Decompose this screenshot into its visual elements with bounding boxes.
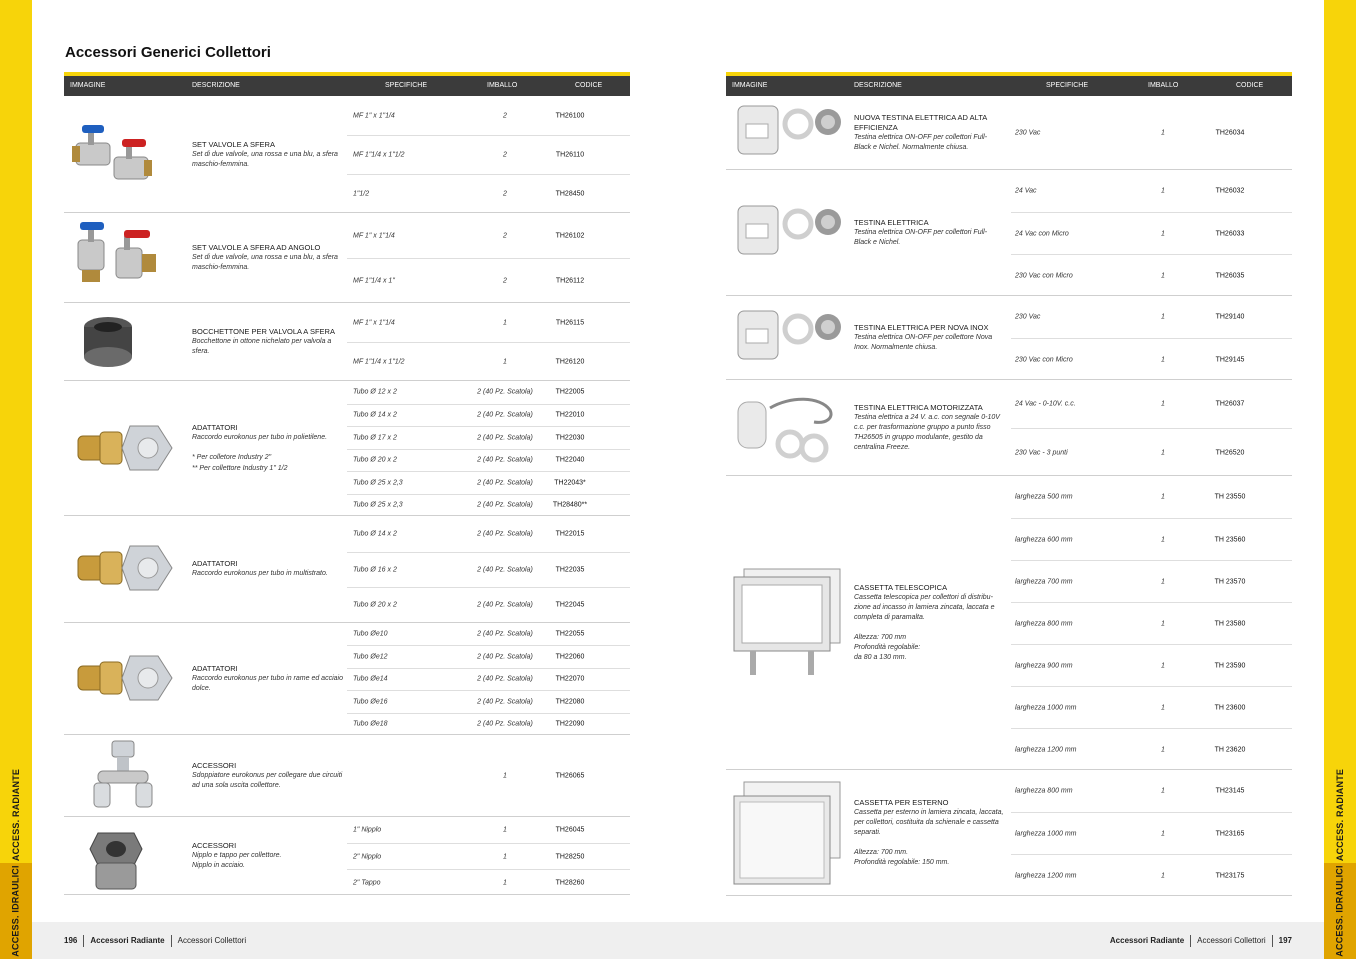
header-descrizione: DESCRIZIONE: [854, 82, 902, 89]
header-specifiche: SPECIFICHE: [385, 82, 428, 89]
codice-cell: TH26037: [1215, 400, 1245, 408]
spec-cell: 2" Tappo: [353, 879, 381, 886]
product-title: ADATTATORI: [192, 423, 238, 432]
codice-cell: TH26110: [555, 151, 585, 159]
table-row: [1011, 560, 1292, 602]
imballo-cell: 1: [1161, 620, 1165, 627]
product-text: Testina elettrica ON-OFF per collettori Full-Black e Nichel.: [854, 229, 988, 247]
imballo-cell: 2: [503, 277, 507, 285]
codice-cell: TH22015: [555, 530, 585, 538]
imballo-cell: 2: [503, 112, 507, 119]
spec-cell: MF 1" x 1"1/4: [353, 319, 395, 326]
codice-cell: TH26120: [555, 358, 585, 366]
spec-cell: Tubo Øe16: [353, 698, 388, 706]
table-header: [726, 76, 1292, 96]
spec-cell: 230 Vac con Micro: [1015, 272, 1073, 279]
codice-cell: TH22060: [555, 653, 585, 661]
spec-cell: 24 Vac con Micro: [1015, 230, 1069, 237]
spec-cell: Tubo Ø 17 x 2: [353, 434, 397, 442]
spec-cell: MF 1"1/4 x 1"1/2: [353, 358, 405, 366]
product-group: [726, 770, 1292, 896]
codice-cell: TH22080: [555, 698, 585, 706]
codice-cell: TH 23570: [1214, 578, 1246, 585]
codice-cell: TH22030: [555, 434, 585, 442]
external-box-icon: [730, 778, 840, 893]
product-description: [192, 140, 344, 170]
electric-actuator-icon: [730, 303, 840, 378]
product-group: [64, 516, 630, 623]
imballo-cell: 1: [1161, 230, 1165, 237]
page-number: 196: [64, 936, 78, 945]
codice-cell: TH28450: [555, 190, 585, 198]
product-group: [726, 96, 1292, 170]
adapter-fitting-icon: [68, 534, 178, 609]
codice-cell: TH26034: [1215, 129, 1245, 137]
table-row: [347, 96, 630, 135]
codice-cell: TH22035: [555, 566, 585, 574]
table-row: [347, 258, 630, 303]
product-description: [192, 243, 344, 273]
table-row: [1011, 170, 1292, 212]
footer-section: Accessori Radiante: [1109, 936, 1185, 945]
header-descrizione: DESCRIZIONE: [192, 82, 240, 89]
codice-cell: TH22055: [555, 630, 585, 638]
header-codice: CODICE: [575, 82, 603, 89]
table-row: [347, 843, 630, 869]
electric-actuator-icon: [730, 198, 840, 273]
imballo-cell: 2 (40 Pz. Scatola): [477, 675, 533, 683]
imballo-cell: 1: [1161, 272, 1165, 279]
union-fitting-icon: [68, 307, 178, 382]
spec-cell: larghezza 800 mm: [1015, 787, 1073, 795]
spec-cell: MF 1"1/4 x 1": [353, 277, 395, 285]
codice-cell: TH26065: [555, 772, 585, 780]
codice-cell: TH22045: [555, 601, 585, 609]
table-row: [347, 174, 630, 213]
spec-cell: larghezza 1200 mm: [1015, 872, 1077, 879]
table-row: [1011, 380, 1292, 428]
imballo-cell: 2 (40 Pz. Scatola): [477, 566, 533, 574]
product-description: [854, 403, 1004, 454]
product-title: CASSETTA PER ESTERNO: [854, 797, 949, 807]
splitter-fitting-icon: [68, 737, 178, 822]
codice-cell: TH22005: [555, 388, 585, 396]
product-title: SET VALVOLE A SFERA AD ANGOLO: [192, 243, 321, 252]
product-description: [854, 218, 1004, 248]
spec-cell: 24 Vac: [1015, 187, 1037, 195]
product-description: [192, 664, 344, 694]
imballo-cell: 2 (40 Pz. Scatola): [477, 601, 533, 609]
codice-cell: TH28480**: [552, 501, 588, 509]
table-row: [1011, 644, 1292, 686]
imballo-cell: 2 (40 Pz. Scatola): [477, 720, 533, 728]
imballo-cell: 1: [1161, 578, 1165, 585]
table-row: [347, 817, 630, 843]
codice-cell: TH26035: [1215, 272, 1245, 279]
table-row: [1011, 770, 1292, 812]
product-description: [192, 423, 344, 474]
product-text: Nipplo e tappo per collettore. Nipplo in acciaio.: [192, 852, 282, 870]
product-group: [64, 735, 630, 817]
table-row: [347, 623, 630, 646]
codice-cell: TH26115: [555, 319, 585, 326]
product-text: Cassetta telescopica per collettori di distribu-zione ad incasso in lamiera zincata, laccata e completa di paramalta. Altezza: 700 mm Profondità regolabile: da 80 a 130 mm.: [854, 593, 995, 662]
codice-cell: TH29145: [1215, 356, 1245, 363]
product-text: Raccordo eurokonus per tubo in multistrato.: [192, 570, 328, 578]
imballo-cell: 1: [503, 853, 507, 860]
codice-cell: TH26102: [555, 232, 585, 239]
imballo-cell: 1: [1161, 187, 1165, 195]
spec-cell: larghezza 900 mm: [1015, 662, 1073, 669]
spec-cell: larghezza 600 mm: [1015, 536, 1073, 543]
footer-separator: [171, 935, 172, 947]
right-product-table: [726, 72, 1292, 896]
codice-cell: TH26032: [1215, 187, 1245, 195]
right-side-bar: [1324, 0, 1356, 959]
codice-cell: TH26033: [1215, 230, 1245, 237]
spec-cell: Tubo Ø 20 x 2: [353, 601, 397, 609]
table-row: [347, 668, 630, 691]
codice-cell: TH 23560: [1214, 536, 1246, 543]
product-group: [726, 476, 1292, 770]
table-row: [1011, 296, 1292, 338]
ball-valve-set-icon: [68, 115, 178, 200]
table-row: [1011, 602, 1292, 644]
spec-cell: Tubo Øe18: [353, 720, 388, 728]
spec-cell: Tubo Øe14: [353, 675, 388, 683]
table-row: [347, 381, 630, 404]
spec-cell: Tubo Ø 14 x 2: [353, 411, 397, 419]
header-immagine: IMMAGINE: [70, 82, 106, 89]
imballo-cell: 2 (40 Pz. Scatola): [477, 530, 533, 538]
spec-cell: Tubo Ø 25 x 2,3: [353, 479, 403, 487]
product-group: [64, 213, 630, 303]
codice-cell: TH 23620: [1214, 746, 1246, 753]
spec-cell: 24 Vac - 0-10V. c.c.: [1015, 400, 1076, 408]
telescopic-box-icon: [730, 563, 840, 688]
product-group: [64, 381, 630, 516]
page-title: Accessori Generici Collettori: [65, 44, 271, 61]
product-description: [192, 841, 344, 871]
page-footer: [32, 922, 1324, 959]
table-header: [64, 76, 630, 96]
table-row: [347, 494, 630, 517]
left-side-bar: [0, 0, 32, 959]
header-codice: CODICE: [1236, 82, 1264, 89]
product-title: ACCESSORI: [192, 841, 237, 850]
table-row: [347, 471, 630, 494]
product-title: TESTINA ELETTRICA PER NOVA INOX: [854, 323, 989, 332]
header-immagine: IMMAGINE: [732, 82, 768, 89]
imballo-cell: 1: [1161, 746, 1165, 753]
angle-valve-set-icon: [68, 218, 178, 303]
side-tab-idraulici[interactable]: ACCESS. IDRAULICI: [11, 865, 21, 957]
spec-cell: Tubo Ø 12 x 2: [353, 388, 397, 396]
table-row: [347, 552, 630, 588]
table-row: [347, 426, 630, 449]
product-group: [726, 170, 1292, 296]
imballo-cell: 1: [1161, 536, 1165, 543]
side-tab-idraulici[interactable]: ACCESS. IDRAULICI: [1335, 865, 1345, 957]
codice-cell: TH28250: [555, 853, 585, 860]
product-text: Raccordo eurokonus per tubo in rame ed acciaio dolce.: [192, 674, 343, 693]
right-table-body: [726, 96, 1292, 896]
table-row: [1011, 338, 1292, 380]
imballo-cell: 1: [1161, 830, 1165, 837]
codice-cell: TH26520: [1215, 449, 1245, 456]
spec-cell: larghezza 500 mm: [1015, 493, 1073, 501]
spec-cell: larghezza 1200 mm: [1015, 746, 1077, 753]
imballo-cell: 1: [503, 879, 507, 886]
imballo-cell: 1: [503, 826, 507, 834]
imballo-cell: 2: [503, 232, 507, 239]
spec-cell: MF 1" x 1"1/4: [353, 112, 395, 119]
table-row: [1011, 812, 1292, 854]
spec-cell: Tubo Øe12: [353, 653, 388, 661]
imballo-cell: 2 (40 Pz. Scatola): [477, 388, 533, 396]
table-row: [347, 135, 630, 174]
imballo-cell: 1: [1161, 400, 1165, 408]
imballo-cell: 2 (40 Pz. Scatola): [477, 479, 533, 487]
spec-cell: Tubo Øe10: [353, 630, 388, 638]
table-row: [347, 404, 630, 427]
table-row: [1011, 728, 1292, 770]
product-title: ACCESSORI: [192, 761, 237, 770]
imballo-cell: 2 (40 Pz. Scatola): [477, 411, 533, 419]
table-row: [347, 645, 630, 668]
product-text: Bocchettone in ottone nichelato per valvola a sfera.: [192, 338, 332, 356]
imballo-cell: 2: [503, 151, 507, 159]
codice-cell: TH26100: [555, 112, 585, 119]
codice-cell: TH28260: [555, 879, 585, 886]
footer-right: [1110, 922, 1292, 959]
product-description: [854, 113, 1004, 154]
product-description: [192, 761, 344, 791]
page-number: 197: [1278, 936, 1292, 945]
footer-separator: [1190, 935, 1191, 947]
spec-cell: larghezza 800 mm: [1015, 620, 1073, 627]
codice-cell: TH22040: [555, 456, 585, 464]
imballo-cell: 2 (40 Pz. Scatola): [477, 698, 533, 706]
codice-cell: TH 23550: [1214, 493, 1246, 501]
imballo-cell: 1: [503, 319, 507, 326]
left-product-table: [64, 72, 630, 895]
codice-cell: TH 23580: [1214, 620, 1246, 627]
table-row: [347, 713, 630, 736]
imballo-cell: 1: [1161, 872, 1165, 879]
adapter-fitting-icon: [68, 644, 178, 719]
codice-cell: TH22090: [555, 720, 585, 728]
codice-cell: TH22043*: [554, 479, 586, 487]
product-title: NUOVA TESTINA ELETTRICA AD ALTA EFFICIENZA: [854, 112, 987, 132]
adapter-fitting-icon: [68, 414, 178, 489]
product-group: [64, 96, 630, 213]
header-specifiche: SPECIFICHE: [1046, 82, 1089, 89]
side-tab-radiante[interactable]: ACCESS. RADIANTE: [1335, 768, 1345, 862]
table-row: [347, 869, 630, 895]
imballo-cell: 1: [1161, 704, 1165, 711]
footer-left: [64, 922, 246, 959]
product-description: [192, 559, 344, 579]
imballo-cell: 1: [1161, 787, 1165, 795]
table-row: [347, 303, 630, 342]
table-row: [347, 690, 630, 713]
table-row: [1011, 96, 1292, 170]
product-text: Set di due valvole, una rossa e una blu, a sfera maschio-femmina.: [192, 150, 338, 168]
imballo-cell: 1: [503, 772, 507, 780]
product-group: [64, 303, 630, 381]
spec-cell: MF 1"1/4 x 1"1/2: [353, 151, 405, 159]
product-title: SET VALVOLE A SFERA: [192, 139, 275, 149]
product-group: [726, 380, 1292, 476]
nipple-fitting-icon: [68, 819, 178, 904]
table-row: [1011, 686, 1292, 728]
codice-cell: TH23165: [1215, 830, 1245, 837]
product-description: [854, 798, 1004, 869]
footer-subsection: Accessori Collettori: [1197, 936, 1266, 945]
product-description: [854, 323, 1004, 353]
product-title: ADATTATORI: [192, 559, 238, 569]
header-imballo: IMBALLO: [487, 82, 518, 89]
product-text: Raccordo eurokonus per tubo in polietilene. * Per colletore Industry 2" ** Per collettore Industry 1" 1/2: [192, 434, 328, 472]
product-group: [64, 623, 630, 736]
spec-cell: larghezza 1000 mm: [1015, 704, 1077, 711]
spec-cell: larghezza 1000 mm: [1015, 830, 1077, 837]
spec-cell: 1"1/2: [353, 190, 370, 198]
codice-cell: TH22010: [555, 411, 585, 419]
codice-cell: TH23175: [1215, 872, 1245, 879]
spec-cell: Tubo Ø 14 x 2: [353, 530, 397, 538]
imballo-cell: 2 (40 Pz. Scatola): [477, 653, 533, 661]
spec-cell: 230 Vac: [1015, 129, 1041, 137]
table-row: [1011, 212, 1292, 254]
imballo-cell: 2 (40 Pz. Scatola): [477, 434, 533, 442]
table-row: [1011, 518, 1292, 560]
table-row: [1011, 428, 1292, 476]
codice-cell: TH26045: [555, 826, 585, 834]
footer-separator: [1272, 935, 1273, 947]
imballo-cell: 1: [1161, 129, 1165, 137]
spec-cell: 1" Nipplo: [353, 826, 382, 834]
imballo-cell: 1: [1161, 493, 1165, 501]
codice-cell: TH29140: [1215, 313, 1245, 321]
footer-subsection: Accessori Collettori: [177, 936, 247, 945]
header-imballo: IMBALLO: [1148, 82, 1179, 89]
footer-separator: [83, 935, 84, 947]
product-description: [192, 327, 344, 357]
table-row: [347, 516, 630, 552]
codice-cell: TH26112: [555, 277, 585, 285]
product-description: [854, 583, 1004, 664]
electric-actuator-icon: [730, 98, 840, 173]
imballo-cell: 1: [1161, 662, 1165, 669]
codice-cell: TH 23600: [1214, 704, 1246, 711]
product-group: [726, 296, 1292, 380]
table-row: [1011, 476, 1292, 518]
imballo-cell: 2: [503, 190, 507, 198]
imballo-cell: 2 (40 Pz. Scatola): [477, 630, 533, 638]
product-group: [64, 817, 630, 895]
product-text: Testina elettrica a 24 V. a.c. con segnale 0-10V c.c. per trasformazione gruppo a punto fisso TH26505 in gruppo modulante, gestito da centralina Freeze.: [854, 413, 1000, 452]
product-title: TESTINA ELETTRICA MOTORIZZATA: [854, 402, 983, 412]
spec-cell: Tubo Ø 20 x 2: [353, 456, 397, 464]
footer-section: Accessori Radiante: [90, 936, 165, 945]
side-tab-radiante[interactable]: ACCESS. RADIANTE: [11, 768, 21, 862]
codice-cell: TH23145: [1215, 787, 1245, 795]
spec-cell: 230 Vac - 3 punti: [1015, 449, 1068, 456]
table-row: [347, 213, 630, 258]
spec-cell: 230 Vac: [1015, 313, 1041, 321]
table-row: [347, 587, 630, 623]
codice-cell: TH22070: [555, 675, 585, 683]
spec-cell: MF 1" x 1"1/4: [353, 232, 395, 239]
table-row: [347, 735, 630, 817]
imballo-cell: 1: [1161, 449, 1165, 456]
product-title: BOCCHETTONE PER VALVOLA A SFERA: [192, 327, 335, 336]
spec-cell: Tubo Ø 16 x 2: [353, 566, 397, 574]
imballo-cell: 2 (40 Pz. Scatola): [477, 456, 533, 464]
product-text: Sdoppiatore eurokonus per collegare due circuiti ad una sola uscita collettore.: [192, 772, 343, 790]
codice-cell: TH 23590: [1214, 662, 1246, 669]
product-title: TESTINA ELETTRICA: [854, 218, 929, 227]
spec-cell: larghezza 700 mm: [1015, 578, 1073, 585]
product-text: Set di due valvole, una rossa e una blu, a sfera maschio-femmina.: [192, 254, 338, 272]
product-text: Cassetta per esterno in lamiera zincata, laccata, per collettori, costituita da schienale e cassetta separati. Altezza: 700 mm. Profondità regolabile: 150 mm.: [854, 808, 1004, 867]
table-row: [347, 449, 630, 472]
spec-cell: Tubo Ø 25 x 2,3: [353, 501, 403, 509]
imballo-cell: 1: [1161, 356, 1165, 363]
imballo-cell: 1: [503, 358, 507, 366]
spec-cell: 2" Nipplo: [353, 853, 382, 860]
product-text: Testina elettrica ON-OFF per collettore Nova Inox. Normalmente chiusa.: [854, 334, 993, 352]
table-row: [1011, 854, 1292, 896]
spec-cell: 230 Vac con Micro: [1015, 356, 1073, 363]
table-row: [347, 342, 630, 381]
imballo-cell: 2 (40 Pz. Scatola): [477, 501, 533, 509]
product-title: CASSETTA TELESCOPICA: [854, 582, 948, 592]
imballo-cell: 1: [1161, 313, 1165, 321]
product-text: Testina elettrica ON-OFF per collettori Full-Black e Nichel. Normalmente chiusa.: [854, 133, 988, 151]
table-row: [1011, 254, 1292, 296]
left-table-body: [64, 96, 630, 895]
product-title: ADATTATORI: [192, 663, 238, 673]
motorized-actuator-icon: [730, 388, 840, 473]
